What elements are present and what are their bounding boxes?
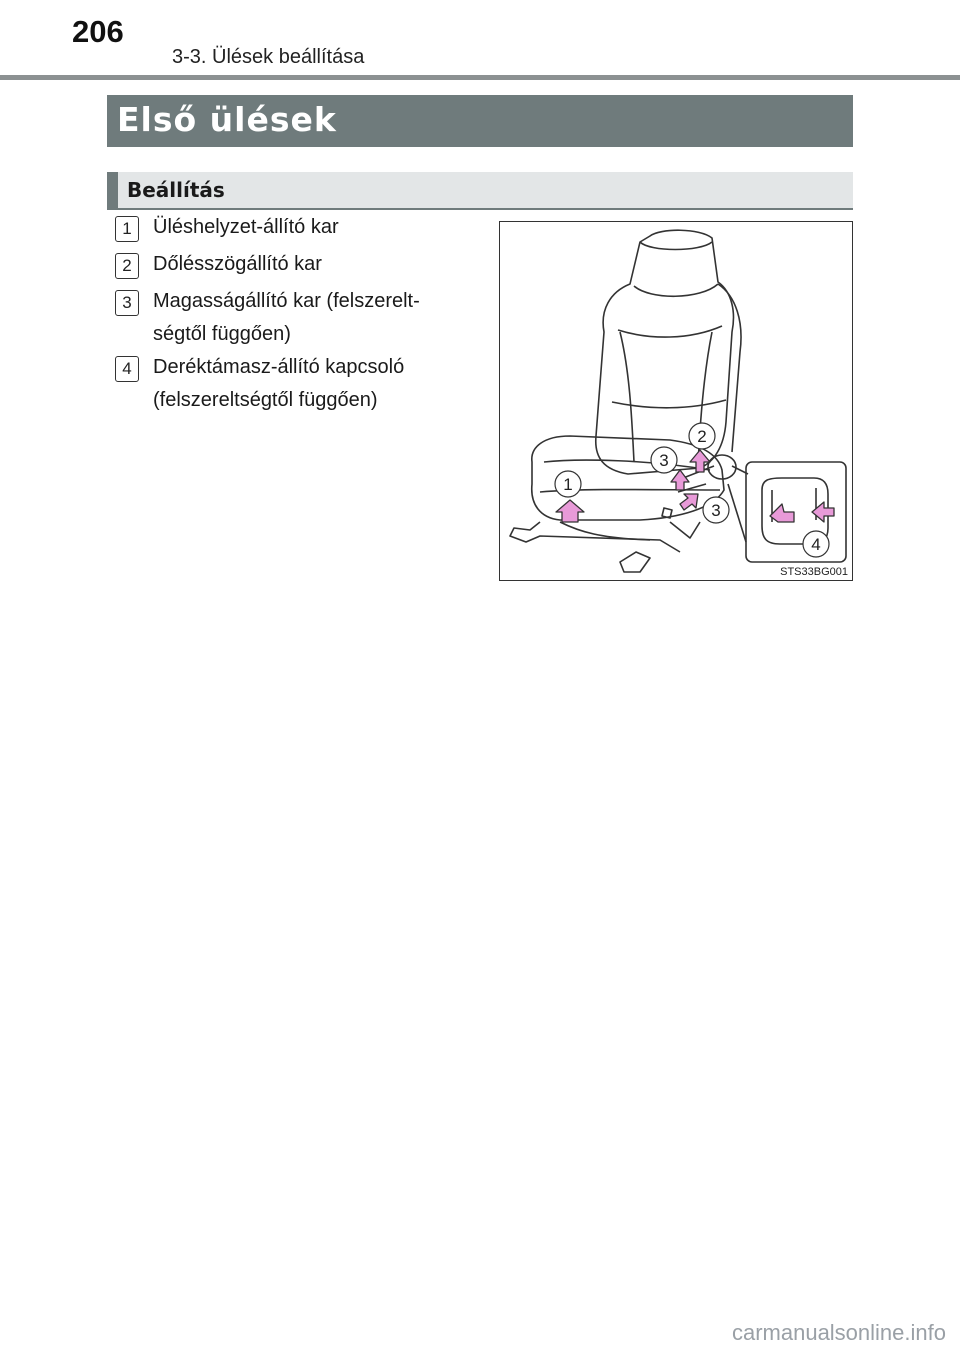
callout-3-upper: 3 [659, 451, 669, 470]
item-badge: 2 [115, 253, 139, 279]
seat-figure [499, 221, 853, 581]
item-badge: 3 [115, 290, 139, 316]
seat-illustration [500, 222, 851, 579]
figure-code: STS33BG001 [780, 566, 848, 578]
subsection-title: Beállítás [127, 178, 225, 202]
page-number: 206 [72, 14, 124, 49]
item-text: Deréktámasz-állító kapcsoló (felszereltségtől függően) [153, 356, 405, 411]
header-rule [0, 75, 960, 80]
watermark: carmanualsonline.info [731, 1320, 946, 1345]
callout-2: 2 [697, 427, 707, 446]
item-badge: 1 [115, 216, 139, 242]
item-badge: 4 [115, 356, 139, 382]
page-title: Első ülések [117, 100, 337, 139]
callout-4: 4 [811, 535, 821, 554]
title-banner [107, 95, 853, 147]
section-path: 3-3. Ülések beállítása [172, 46, 365, 68]
callout-1: 1 [563, 475, 573, 494]
subsection-accent [107, 172, 118, 208]
item-text: Üléshelyzet-állító kar [153, 216, 339, 238]
item-text: Dőlésszögállító kar [153, 253, 322, 275]
callout-3-lower: 3 [711, 501, 721, 520]
item-text: Magasságállító kar (felszerelt-ségtől függően) [153, 290, 420, 345]
subsection-header [107, 172, 853, 210]
